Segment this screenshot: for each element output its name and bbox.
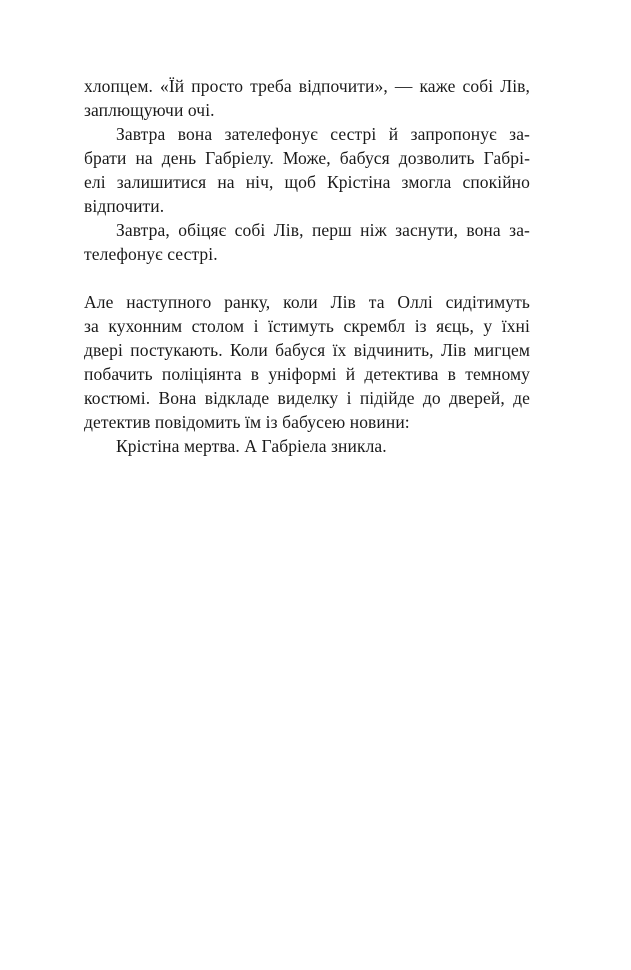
- text-line: елі залишитися на ніч, щоб Крістіна змогла спокійно: [84, 172, 530, 192]
- text-line: заплющуючи очі.: [84, 100, 215, 120]
- text-line: костюмі. Вона відкладе виделку і підійде до дверей, де: [84, 388, 530, 408]
- text-line: телефонує сестрі.: [84, 244, 218, 264]
- text-line: брати на день Габріелу. Може, бабуся дозволить Габрі-: [84, 148, 530, 168]
- paragraph-start-line: Завтра вона зателефонує сестрі й запропонує за-: [116, 124, 530, 144]
- text-line: за кухонним столом і їстимуть скрембл із яєць, у їхні: [84, 316, 530, 336]
- text-line: відпочити.: [84, 196, 165, 216]
- text-line: хлопцем. «Їй просто треба відпочити», — каже собі Лів,: [84, 76, 530, 96]
- text-line: побачить поліціянта в уніформі й детектива в темному: [84, 364, 530, 384]
- paragraph-start-line: Завтра, обіцяє собі Лів, перш ніж заснути, вона за-: [116, 220, 530, 240]
- paragraph-start-line: Крістіна мертва. А Габріела зникла.: [116, 436, 387, 456]
- section-start-line: Але наступного ранку, коли Лів та Оллі сидітимуть: [84, 292, 530, 312]
- text-line: детектив повідомить їм із бабусею новини:: [84, 412, 410, 432]
- text-line: двері постукають. Коли бабуся їх відчинить, Лів мигцем: [84, 340, 530, 360]
